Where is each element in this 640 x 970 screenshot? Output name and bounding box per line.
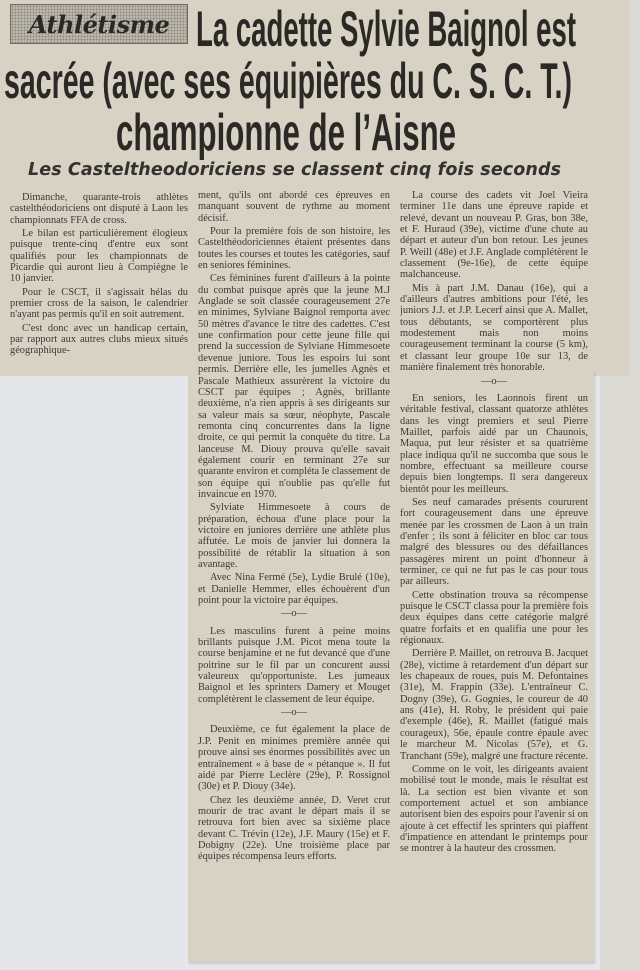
paragraph: Avec Nina Fermé (5e), Lydie Brulé (10e), et Danielle Hemmer, elles échouèrent d'un point pour la victoire par équipes. bbox=[198, 572, 390, 607]
paragraph: Derrière P. Maillet, on retrouva B. Jacquet (28e), victime à retardement d'un départ sur les chapeaux de roues, puis M. Defontaines (31e), M. Frappin (33e). L'entraîneur C. Dogny (39e), G. Gognies, le coureur de 40 ans (41e), H. Roby, le président qui paie d'exemple (46e), R. Maillet (fatigué mais courageux), 56e, épaule contre épaule avec le marcheur M. Nicolas (57e), et G. Tranchant (59e), malgré une fracture récente. bbox=[400, 648, 588, 762]
paragraph: Ses neuf camarades présents coururent fort courageusement dans une épreuve menée par les crossmen de Laon à un train d'enfer ; ils sont à féliciter en bloc car tous malgré des blessures ou des défaillances passagères mirent un point d'honneur à terminer, ce qui ne fut pas le cas pour tous par ailleurs. bbox=[400, 496, 588, 588]
article-column-1 bbox=[10, 192, 188, 372]
paragraph: Pour la première fois de son histoire, les Castelthéodoriciennes étaient présentes dans toutes les courses et toutes les catégories, sauf en seniores féminines. bbox=[198, 226, 390, 272]
subtitle: Les Casteltheodoriciens se classent cinq fois seconds bbox=[28, 160, 562, 180]
rubric-label: Athlétisme bbox=[28, 9, 170, 39]
headline bbox=[0, 0, 640, 160]
paragraph: Sylviate Himmesoete à cours de préparation, échoua d'une place pour la victoire en juniores derrière une athlète plus affutée. Le mois de janvier lui donnera la possibilité de rétablir la situation à son avantage. bbox=[198, 502, 390, 570]
section-separator: —o— bbox=[481, 375, 507, 387]
headline-line-1: La cadette Sylvie Baignol est bbox=[196, 1, 577, 57]
paragraph: Le bilan est particulièrement élogieux puisque trente-cinq d'entre eux sont qualifiés pour les championnats de Picardie qui auront lieu à Compiègne le 10 janvier. bbox=[10, 228, 188, 285]
paragraph: ment, qu'ils ont abordé ces épreuves en manquant souvent de rythme au moment décisif. bbox=[198, 190, 390, 224]
article-column-2 bbox=[198, 190, 390, 952]
paragraph: La course des cadets vit Joel Vieira terminer 11e dans une épreuve rapide et relevé, devant un nouveau P. Gras, bon 38e, et F. Huraud (39e), victime d'une chute au départ et auteur d'un bon retour. Les jeunes P. Weill (48e) et J.F. Anglade complétèrent le classement (9e-16e), de cette équipe malchanceuse. bbox=[400, 190, 588, 281]
paragraph: Ces féminines furent d'ailleurs à la pointe du combat puisque après que la jeune M.J Anglade se soit classée courageusement 27e en minimes, Sylviane Baignol remporta avec 50 mètres d'avance le titre des cadettes. C'est une confirmation pour cette jeune fille qui prend la succession de Sylviane Himmesoete devenue juniore. Tous les espoirs lui sont permis. Derrière elle, les jumelles Agnès et Pascale Mathieux assurèrent la victoire du CSCT par équipes ; Agnès, brillante deuxième, n'a rien appris à ses dirigeants sur sa valeur mais sa sœur, néophyte, Pascale remonta cinq concurrentes dans la ligne droite, ce qui permit la conquête du titre. La lanceuse M. Diouy prouva qu'elle savait également courir en terminant 27e sur quarante environ et compléta le classement de son équipe qui n'oublie pas qu'elle fut invaincue en 1970. bbox=[198, 273, 390, 500]
section-separator: —o— bbox=[281, 608, 307, 620]
paragraph: En seniors, les Laonnois firent un véritable festival, classant quatorze athlètes dans les vingt premiers et seul Pierre Maillet, parfois aidé par un Chaunois, Maqua, put leur résister et sa quatrième place indiqua qu'il ne succomba que sous le nombre, effectuant sa meilleure course depuis bien longtemps. Il sera dangereux bientôt pour les meilleurs. bbox=[400, 392, 588, 495]
paragraph: C'est donc avec un handicap certain, par rapport aux autres clubs mieux situés géographique- bbox=[10, 322, 188, 357]
paragraph: Comme on le voit, les dirigeants avaient mobilisé tout le monde, mais le résultat est là. La section est bien vivante et son comportement actuel et son ambiance autorisent bien des espoirs pour l'avenir si on ajoute à cet effectif les sprinters qui piaffent d'impatience en attendant le printemps pour se montrer à la hauteur des crossmen. bbox=[400, 763, 588, 855]
article-column-3 bbox=[400, 190, 588, 952]
paragraph: Mis à part J.M. Danau (16e), qui a d'ailleurs d'autres ambitions pour l'été, les juniors J.J. et J.P. Lecerf ainsi que A. Mallet, tous débutants, se comportèrent plus modestement mais non moins courageusement terminant la course (5 km), et classant leur groupe 10e sur 13, de manière finalement très honorable. bbox=[400, 282, 588, 374]
paragraph: Cette obstination trouva sa récompense puisque le CSCT classa pour la première fois deux équipes dans cette catégorie malgré quatre forfaits et en qualifia une pour les régionaux. bbox=[400, 589, 588, 647]
paragraph: Deuxième, ce fut également la place de J.P. Penit en minimes première année qui prouve ainsi ses énormes possibilités avec un entraînement « à base de « pétanque ». Il fut aidé par Pierre Leclère (29e), P. Rossignol (30e) et P. Diouy (34e). bbox=[198, 724, 390, 793]
paragraph: Les masculins furent à peine moins brillants puisque J.M. Picot mena toute la course benjamine et ne fut devancé que d'une poitrine sur le fil par un concurent aussi valeureux qu'opportuniste. Les jumeaux Baignol et les sprinters Damery et Mouget complétèrent le classement de leur équipe. bbox=[198, 625, 390, 705]
headline-line-3: championne de l’Aisne bbox=[116, 104, 456, 160]
paragraph: Dimanche, quarante-trois athlètes castelthéodoriciens ont disputé à Laon les championnats FFA de cross. bbox=[10, 192, 188, 226]
paragraph: Chez les deuxième année, D. Veret crut mourir de trac avant le départ mais il se retrouva fort bien avec sa sixième place devant C. Trévin (12e), J.F. Maury (15e) et F. Dobigny (22e). Une troisième place par équipes récompensa leurs efforts. bbox=[198, 794, 390, 863]
headline-line-2: sacrée (avec ses équipières du C. S. C. T.) bbox=[4, 53, 572, 109]
section-separator: —o— bbox=[281, 707, 307, 719]
paragraph: Pour le CSCT, il s'agissait hélas du premier cross de la saison, le calendrier n'ayant pas permis qu'il en soit autrement. bbox=[10, 286, 188, 321]
